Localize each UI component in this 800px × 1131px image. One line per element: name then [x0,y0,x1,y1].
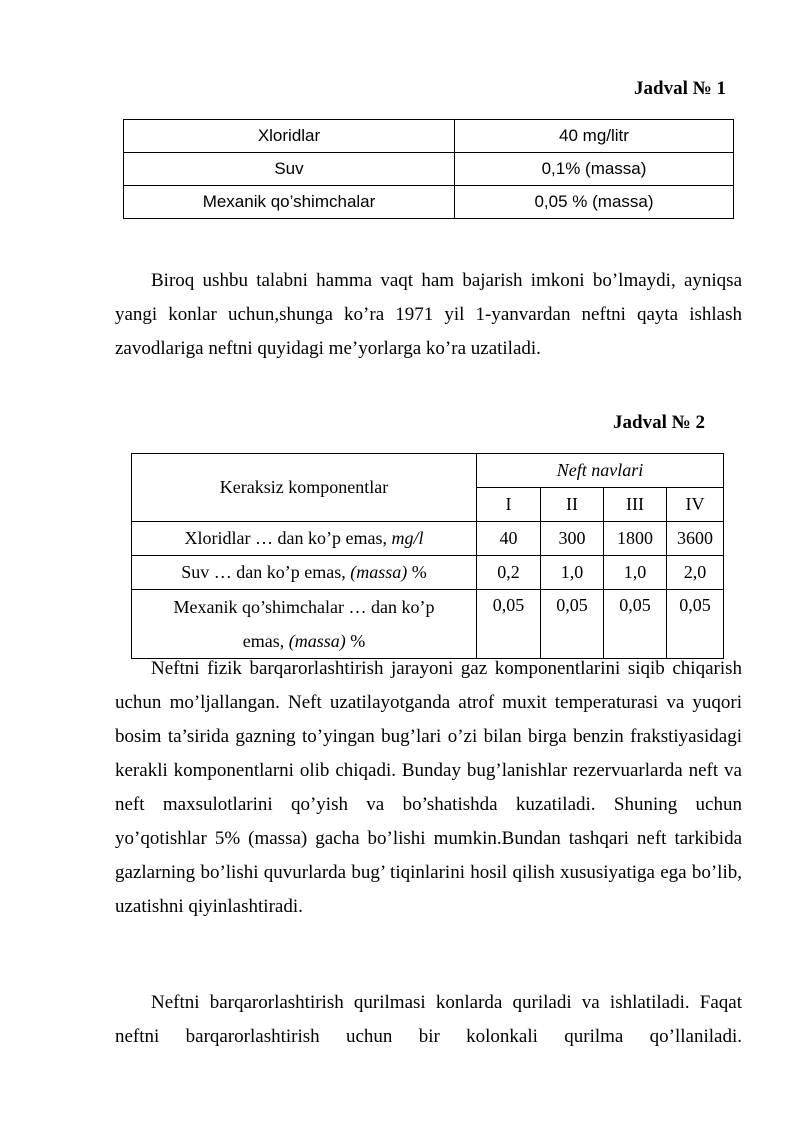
component-label [132,590,477,659]
table-cell: 0,05 % (massa) [455,186,734,219]
paragraph-2: Neftni fizik barqarorlashtirish jarayoni gaz komponentlarini siqib chiqarish uchun mo’ljallangan. Neft uzatilayotganda atrof muxit temperaturasi va yuqori bosim ta’sirida gazning to’yingan bug’lari o’zi bilan birga benzin frakstiyasidagi kerakli komponentlarni olib chiqadi. Bunday bug’lanishlar rezervuarlarda neft va neft maxsulotlarini qo’yish va bo’shatishda kuzatiladi. Shuning uchun yo’qotishlar 5% (massa) gacha bo’lishi mumkin.Bundan tashqari neft tarkibida gazlarning bo’lishi quvurlarda bug’ tiqinlarini hosil qilish xususiyatiga ega bo’lib, uzatishni qiyinlashtiradi. [115,658,742,917]
component-label [132,556,477,590]
label-unit: mg/l [391,528,424,548]
grade-header: IV [667,488,724,522]
label-text: Suv … dan ko’p emas, [181,562,351,582]
table-cell: 1,0 [604,556,667,590]
table-cell: 300 [541,522,604,556]
table-row [132,590,724,659]
table-cell: 0,05 [604,590,667,659]
table-header-row [132,454,724,488]
label-text-2: emas, [242,631,289,651]
table-row [132,522,724,556]
table-cell: 0,05 [667,590,724,659]
table-cell: 2,0 [667,556,724,590]
table-cell: 3600 [667,522,724,556]
table-cell: 0,1% (massa) [455,153,734,186]
table-cell: Suv [124,153,455,186]
paragraph-3: Neftni barqarorlashtirish qurilmasi konlarda quriladi va ishlatiladi. Faqat neftni barqarorlashtirish uchun bir kolonkali qurilma qo’llaniladi. [115,992,742,1047]
table1-caption: Jadval № 1 [634,78,726,99]
table-cell: Xloridlar [124,120,455,153]
label-unit: (massa) [288,631,346,651]
table-row [124,153,734,186]
table-row [124,186,734,219]
table-cell: 1800 [604,522,667,556]
label-suffix: % [407,562,427,582]
grade-header: I [477,488,541,522]
table-2 [131,453,724,659]
table-row [132,556,724,590]
grade-header: II [541,488,604,522]
table2-caption: Jadval № 2 [613,412,705,433]
label-text: Mexanik qo’shimchalar … dan ko’p [173,597,435,617]
table-cell: Mexanik qo’shimchalar [124,186,455,219]
label-text: Xloridlar … dan ko’p emas, [184,528,392,548]
table-cell: 40 mg/litr [455,120,734,153]
table-cell: 0,2 [477,556,541,590]
table-cell: 40 [477,522,541,556]
table-cell: 0,05 [477,590,541,659]
table-row [124,120,734,153]
label-suffix: % [345,631,366,651]
table-cell: 1,0 [541,556,604,590]
table-1 [123,119,734,219]
label-unit: (massa) [350,562,408,582]
paragraph-1: Biroq ushbu talabni hamma vaqt ham bajarish imkoni bo’lmaydi, ayniqsa yangi konlar uchun,shunga ko’ra 1971 yil 1-yanvardan neftni qayta ishlash zavodlariga neftni quyidagi me’yorlarga ko’ra uzatiladi. [115,270,742,359]
grade-header: III [604,488,667,522]
grades-group-label: Neft navlari [556,460,644,480]
component-label [132,522,477,556]
header-grades-group [477,454,724,488]
header-components: Keraksiz komponentlar [132,454,477,522]
table-cell: 0,05 [541,590,604,659]
